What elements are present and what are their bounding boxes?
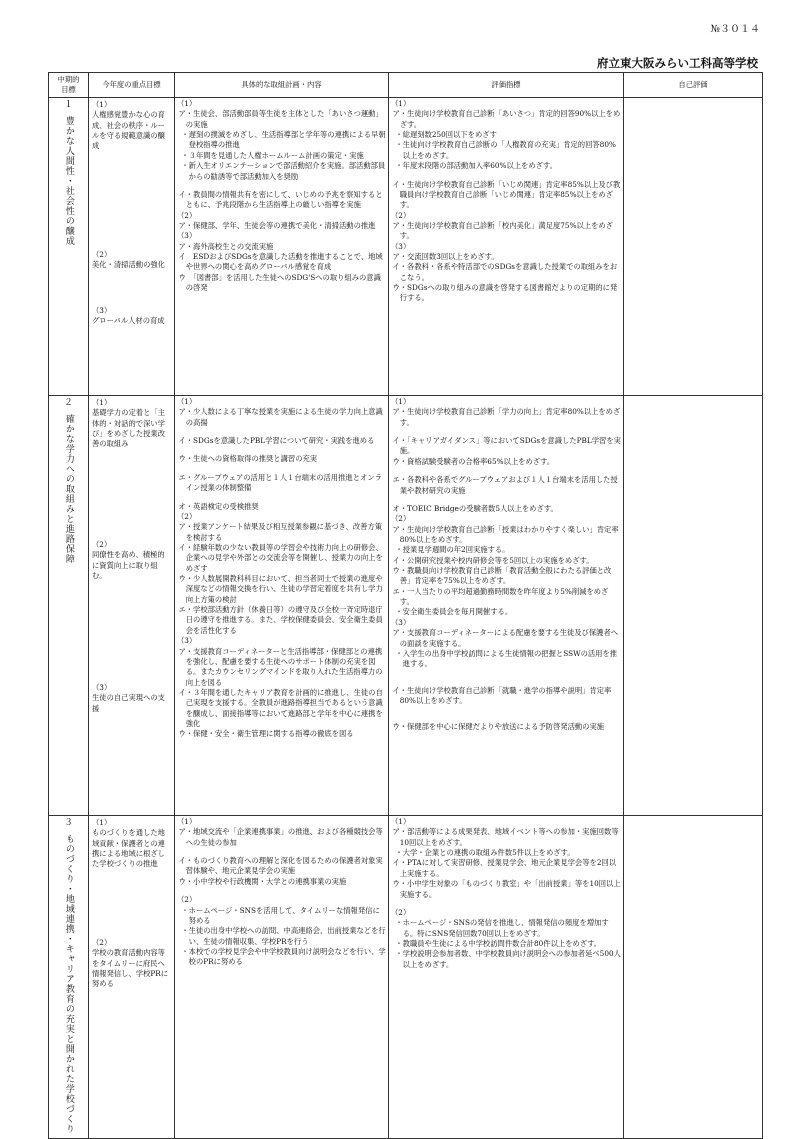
header-criteria: 評価指標 — [389, 73, 624, 98]
plan-line: （2） — [177, 210, 197, 220]
criteria-line: イ・公開研究授業や校内研修会等を5回以上の実施をめざす。 — [392, 555, 594, 565]
midterm-goal-cell — [49, 98, 89, 396]
plan-line: イ・３年間を通したキャリア教育を計画的に推進し、生徒の自己実現を支援する。全教員が進路指導担当であるという意識を醸成し、面接指導等において進路部と学年を中心に連携を強化 — [178, 687, 383, 729]
header-plan: 具体的な取組計画・内容 — [175, 73, 389, 98]
spacer — [391, 900, 621, 908]
plan-line: エ・グループウェアの活用と１人１台端末の活用推進とオンライン授業の体制整備 — [178, 472, 382, 493]
criteria-line: オ・TOEIC Bridgeの受験者数5人以上をめざす。 — [392, 503, 558, 513]
spacer — [177, 428, 386, 436]
plan-line: ア・地域交流や「企業連携事業」の推進、および各種競技会等への生徒の参加 — [178, 827, 383, 847]
criteria-line: ア・生徒向け学校教育自己診断「授業はわかりやすく楽しい」肯定率80%以上をめざす。 — [392, 524, 619, 544]
plan-line: ア・授業アンケート結果及び相互授業参観に基づき、改善方策を検討する — [178, 522, 383, 542]
plan-line: ア・保健部、学年、生徒会等の連携で美化・清掃活動の推進 — [178, 220, 376, 230]
focus-goal-number: （2） — [92, 938, 112, 947]
criteria-line: ウ・資格試験受験者の合格率65%以上をめざす。 — [392, 456, 555, 466]
spacer — [391, 172, 621, 180]
criteria-line: エ・各教科や各系でグループウェアおよび１人１台端末を活用した授業や教材研究の実施 — [392, 475, 618, 495]
plan-line: （1） — [177, 397, 197, 406]
criteria-line: ・安全衛生委員会を毎月開催する。 — [395, 607, 513, 617]
criteria-line: イ・生徒向け学校教育自己診断「就職・進学の指導や説明」肯定率80%以上をめざす。 — [392, 685, 612, 705]
focus-goal-text: 学校の教育活動内容等をタイムリーに府民へ情報発信し、学校PRに努める — [92, 948, 169, 989]
plan-line: ア・海外高校生との交流実施 — [178, 241, 274, 251]
criteria-line: （2） — [391, 514, 411, 524]
criteria-line: イ・各教科・各系や特活部でのSDGsを意識した授業での取組みをおこなう。 — [392, 262, 618, 282]
criteria-line: ・教職員や生徒による中学校訪問件数合計80件以上をめざす。 — [395, 938, 602, 948]
criteria-line: ・入学生の出身中学校訪問による生徒情報の把握とSSWの活用を推進する。 — [395, 648, 618, 669]
focus-goal-cell — [89, 816, 175, 1139]
criteria-line: ア・支援教育コーディネーターによる配慮を要する生徒及び保護者への面談を実施する。 — [392, 628, 619, 648]
plan-line: （2） — [177, 895, 197, 905]
focus-goal-number: （1） — [92, 398, 112, 407]
focus-goal-number: （1） — [92, 100, 112, 109]
table-header-row — [49, 73, 763, 98]
plan-line: イ・教員間の情報共有を密にして、いじめの予兆を察知するとともに、予兆段階から生活指導上の厳しい指導を実施 — [178, 189, 383, 210]
focus-goal-item — [92, 938, 171, 990]
focus-goal-text: 同僚性を高め、積極的に資質向上に取り組む。 — [92, 550, 165, 581]
spacer — [177, 182, 386, 190]
spacer — [177, 446, 386, 454]
header-self-evaluation: 自己評価 — [624, 73, 763, 98]
focus-goal-text: グローバル人材の育成 — [92, 316, 165, 326]
header-focus-goal: 今年度の重点目標 — [89, 73, 175, 98]
plan-cell — [175, 816, 389, 1139]
criteria-line: ア・部活動等による成果発表、地域イベント等への参加・実施回数等10回以上をめざす。 — [392, 827, 619, 847]
school-plan-table — [48, 72, 763, 1139]
focus-goal-item — [92, 250, 171, 271]
criteria-line: イ・「キャリアガイダンス」等においてSDGsを意識したPBL学習を実施。 — [392, 436, 621, 456]
table-row — [49, 396, 763, 816]
plan-line: （1） — [177, 817, 197, 826]
midterm-goal-cell — [49, 396, 89, 816]
spacer — [177, 848, 386, 856]
plan-line: ・遅刻の撲滅をめざし、生活指導部と学年等の連携による早朝登校指導の推進 — [181, 130, 386, 150]
self-evaluation-cell — [624, 816, 763, 1139]
criteria-line: ・生徒向け学校教育自己診断の「人権教育の充実」肯定的回答80%以上をめざす。 — [395, 140, 616, 160]
criteria-line: ・大学・企業との連携の取組み件数5件以上をめざす。 — [395, 848, 575, 858]
focus-goal-number: （3） — [92, 683, 112, 692]
spacer — [391, 706, 621, 714]
plan-line: ・本校での学校見学会や中学校教員向け説明会などを行い、学校のPRに努める — [181, 946, 386, 967]
plan-line: ・３年間を見通した人権ホームルーム計画の策定・実施 — [181, 150, 364, 160]
plan-line: エ・学校部活動方針（休養日等）の遵守及び全校一斉定時退庁日の遵守を推進する。また、学校保健委員会、安全衛生委員会を活性化する — [178, 605, 383, 635]
criteria-cell — [389, 396, 624, 816]
table-row — [49, 816, 763, 1139]
criteria-line: ア・交流回数3回以上をめざす。 — [392, 252, 499, 262]
spacer — [391, 678, 621, 686]
plan-cell — [175, 396, 389, 816]
plan-line: イ・経験年数の少ない教員等の学習会や技術力向上の研修会、企業への見学や外部との交流会等を開催し、授業力の向上をめざす — [178, 542, 383, 573]
table-row — [49, 98, 763, 396]
focus-goal-number: （2） — [92, 540, 112, 549]
midterm-goal-text: 確かな学力への取組みと進路保障 — [63, 413, 74, 564]
plan-line: ア・少人数による丁寧な授業を実施による生徒の学力向上意識の高揚 — [178, 407, 383, 427]
plan-line: （3） — [177, 231, 197, 241]
focus-goal-cell — [89, 98, 175, 396]
self-evaluation-cell — [624, 98, 763, 396]
criteria-line: イ・生徒向け学校教育自己診断「いじめ関連」肯定率85%以上及び教職員向け学校教育自己診断「いじめ関連」肯定率85%以上をめざす。 — [392, 179, 621, 210]
criteria-line: （3） — [391, 617, 411, 627]
criteria-line: エ・一人当たりの平均超過勤務時間数を昨年度より5%削減をめざす。 — [392, 586, 609, 607]
focus-goal-text: 基礎学力の定着と「主体的・対話的で深い学び」をめざした授業改善の取組み — [92, 408, 165, 449]
focus-goal-item — [92, 306, 171, 327]
criteria-line: ウ・教職員向け学校教育自己診断「教育活動全般にわたる評価と改善」肯定率を75%以上をめざす。 — [392, 566, 612, 586]
criteria-line: （1） — [391, 397, 411, 406]
focus-goal-number: （3） — [92, 306, 112, 315]
self-evaluation-cell — [624, 396, 763, 816]
focus-goal-item — [92, 818, 171, 870]
plan-line: イ・ものづくり教育への理解と深化を図るための保護者対象実習体験や、地元企業見学会の実施 — [178, 856, 383, 876]
focus-goal-item — [92, 100, 171, 152]
focus-goal-text: 人権感覚豊かな心の育成、社会の秩序・ルールを守る規範意識の醸成 — [92, 110, 165, 151]
plan-line: ・ホームページ・SNSを活用して、タイムリーな情報発信に努める — [181, 905, 380, 925]
criteria-line: ・学校説明会参加者数、中学校教員向け説明会への参加者延べ500人以上をめざす。 — [395, 949, 621, 969]
plan-line: ウ 「図書部」を活用した生徒へのSDG'Sへの取り組みの意識の啓発 — [178, 272, 381, 293]
spacer — [391, 428, 621, 436]
spacer — [391, 714, 621, 722]
plan-line: ウ・保健・安全・衛生管理に関する指導の徹底を図る — [178, 729, 354, 739]
plan-line: ウ・小中学校や行政機関・大学との連携事業の実施 — [178, 876, 347, 886]
plan-line: （2） — [177, 511, 197, 521]
spacer — [177, 465, 386, 473]
midterm-goal-text: 豊かな人間性・社会性の醸成 — [63, 115, 74, 246]
header-midterm-goal: 中期的 目標 — [49, 73, 89, 98]
focus-goal-item — [92, 683, 171, 714]
criteria-line: （2） — [391, 907, 411, 917]
midterm-goal-cell — [49, 816, 89, 1139]
focus-goal-item — [92, 398, 171, 450]
criteria-line: ・授業見学週間の年2回実施する。 — [395, 545, 510, 555]
criteria-line: （3） — [391, 241, 411, 251]
criteria-line: イ・PTAに対して実習研修、授業見学会、地元企業見学会等を2回以上実施する。 — [392, 858, 617, 878]
school-name: 府立東大阪みらい工科高等学校 — [597, 56, 758, 70]
criteria-line: ア・生徒向け学校教育自己診断「あいさつ」肯定的回答90%以上をめざす。 — [392, 109, 621, 129]
focus-goal-text: 美化・清掃活動の強化 — [92, 260, 165, 270]
criteria-line: ウ・SDGsへの取り組みの意識を啓発する図書館だよりの定期的に発行する。 — [392, 283, 618, 303]
plan-line: ア・生徒会、部活動部員等生徒を主体とした「あいさつ運動」の実施 — [178, 109, 383, 129]
plan-line: ウ・生徒への資格取得の推奨と講習の充実 — [178, 454, 318, 464]
criteria-cell — [389, 98, 624, 396]
criteria-line: ・ホームページ・SNSの発信を推進し、情報発信の頻度を増加する。特にSNS発信回数70回以上をめざす。 — [395, 918, 609, 938]
focus-goal-text: 生徒の自己実現への支援 — [92, 693, 165, 713]
criteria-line: （1） — [391, 817, 411, 826]
criteria-line: （2） — [391, 210, 411, 220]
criteria-line: （1） — [391, 99, 411, 108]
midterm-goal-text: ものづくり・地域連携・キャリア教育の充実と開かれた学校づくり — [63, 833, 74, 1134]
focus-goal-text: ものづくりを通した地域貢献・保護者との連携による地域に根ざした学校づくりの推進 — [92, 828, 165, 869]
spacer — [391, 670, 621, 678]
criteria-line: ア・生徒向け学校教育自己診断「校内美化」満足度75%以上をめざす。 — [392, 220, 613, 241]
spacer — [391, 467, 621, 475]
spacer — [177, 887, 386, 895]
focus-goal-cell — [89, 396, 175, 816]
document-number: №３０１４ — [710, 24, 760, 35]
criteria-line: ウ・小中学生対象の「ものづくり教室」や「出前授業」等を10回以上実施する。 — [392, 879, 621, 899]
plan-line: ウ・少人数展開教科科目において、担当者同士で授業の進度や深度などの情報交換を行い、生徒の学習定着度を共有し学力向上方策の検討 — [178, 574, 383, 604]
plan-line: ・新入生オリエンテーションで部活動紹介を実施。部活動部員からの勧誘等で部活動加入を奨励 — [181, 161, 386, 181]
criteria-line: ・年度末段階の部活動加入率60%以上をめざす。 — [395, 161, 557, 171]
midterm-goal-number: １ — [63, 100, 73, 110]
plan-line: （3） — [177, 636, 197, 646]
plan-cell — [175, 98, 389, 396]
plan-line: イ ESDおよびSDGsを意識した活動を推進することで、地域や世界への関心を高めグローバル感覚を育成 — [178, 252, 383, 272]
plan-line: ・生徒の出身中学校への訪問、中高連絡会、出前授業などを行い、生徒の情報収集、学校PRを行う — [181, 926, 386, 946]
focus-goal-number: （2） — [92, 250, 112, 259]
plan-line: ア・支援教育コーディネーターと生活指導部・保健部との連携を強化し、配慮を要する生徒へのサポート体制の充実を図る。またカウンセリングマインドを取り入れた生活指導力の向上を図る — [178, 646, 383, 687]
criteria-line: ・総遅刻数250回以下をめざす — [395, 130, 497, 140]
criteria-line: ア・生徒向け学校教育自己診断「学力の向上」肯定率80%以上をめざす。 — [392, 407, 621, 427]
spacer — [391, 496, 621, 504]
midterm-goal-number: ２ — [63, 398, 73, 408]
focus-goal-item — [92, 540, 171, 581]
criteria-cell — [389, 816, 624, 1139]
plan-line: オ・英語検定の受検推奨 — [178, 501, 259, 511]
midterm-goal-number: ３ — [63, 818, 73, 828]
plan-line: （1） — [177, 99, 197, 108]
focus-goal-number: （1） — [92, 818, 112, 827]
plan-line: イ・SDGsを意識したPBL学習について研究・実践を進める — [178, 436, 375, 446]
criteria-line: ウ・保健部を中心に保健だよりや放送による予防啓発活動の実施 — [392, 722, 605, 732]
spacer — [177, 494, 386, 502]
